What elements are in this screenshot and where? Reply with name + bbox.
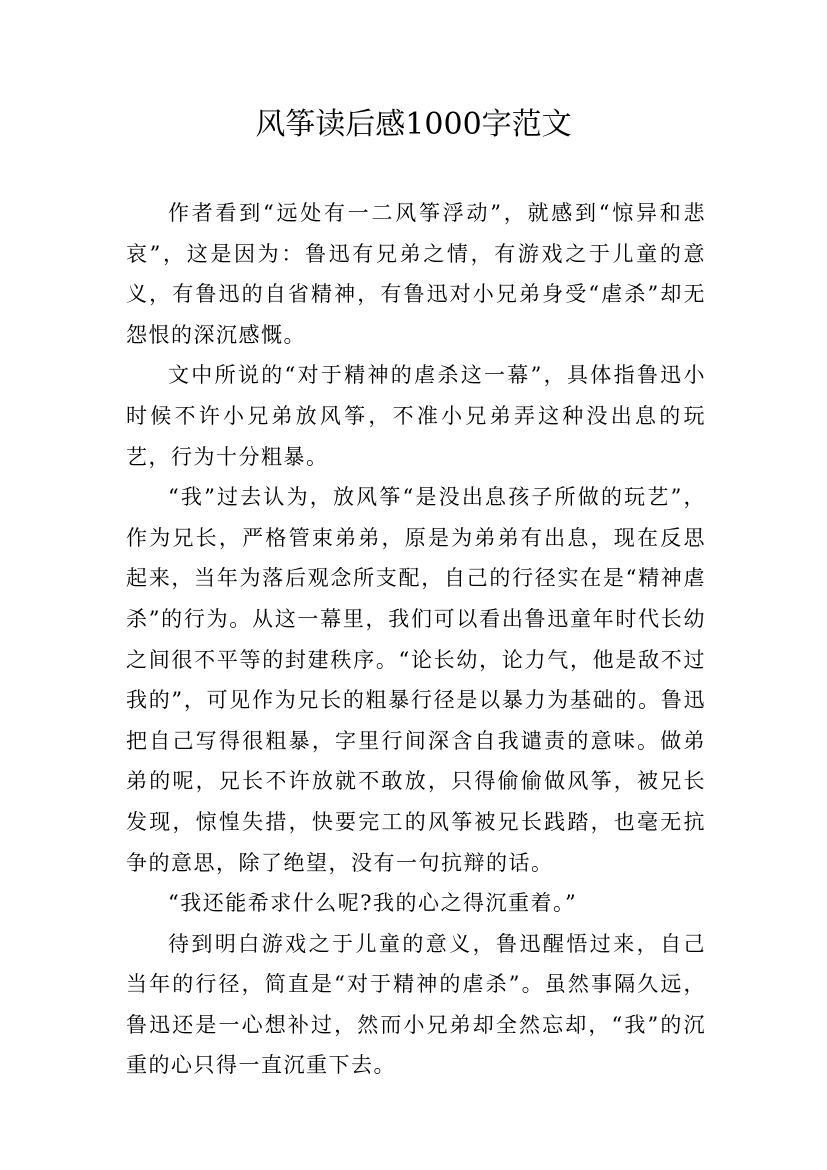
paragraph-4: “我还能希求什么呢?我的心之得沉重着。” — [168, 891, 578, 916]
paragraph-1: 作者看到“远处有一二风筝浮动”，就感到“惊异和悲哀”，这是因为：鲁迅有兄弟之情，有游戏之于儿童的意义，有鲁迅的自省精神，有鲁迅对小兄弟身受“虐杀”却无怨恨的深沉感慨。 — [126, 201, 706, 347]
document-body — [126, 193, 706, 1086]
document-title: 风筝读后感1000字范文 — [255, 107, 572, 142]
paragraph-5: 待到明白游戏之于儿童的意义，鲁迅醒悟过来，自己当年的行径，简直是“对于精神的虐杀”。虽然事隔久远，鲁迅还是一心想补过，然而小兄弟却全然忘却，“我”的沉重的心只得一直沉重下去。 — [126, 931, 706, 1078]
paragraph-3: “我”过去认为，放风筝“是没出息孩子所做的玩艺”，作为兄长，严格管束弟弟，原是为弟弟有出息，现在反思起来，当年为落后观念所支配，自己的行径实在是“精神虐杀”的行为。从这一幕里，我们可以看出鲁迅童年时代长幼之间很不平等的封建秩序。“论长幼，论力气，他是敌不过我的”，可见作为兄长的粗暴行径是以暴力为基础的。鲁迅把自己写得很粗暴，字里行间深含自我谴责的意味。做弟弟的呢，兄长不许放就不敢放，只得偷偷做风筝，被兄长发现，惊惶失措，快要完工的风筝被兄长践踏，也毫无抗争的意思，除了绝望，没有一句抗辩的话。 — [126, 485, 706, 875]
paragraph-2: 文中所说的“对于精神的虐杀这一幕”，具体指鲁迅小时候不许小兄弟放风筝，不准小兄弟弄这种没出息的玩艺，行为十分粗暴。 — [126, 363, 706, 469]
